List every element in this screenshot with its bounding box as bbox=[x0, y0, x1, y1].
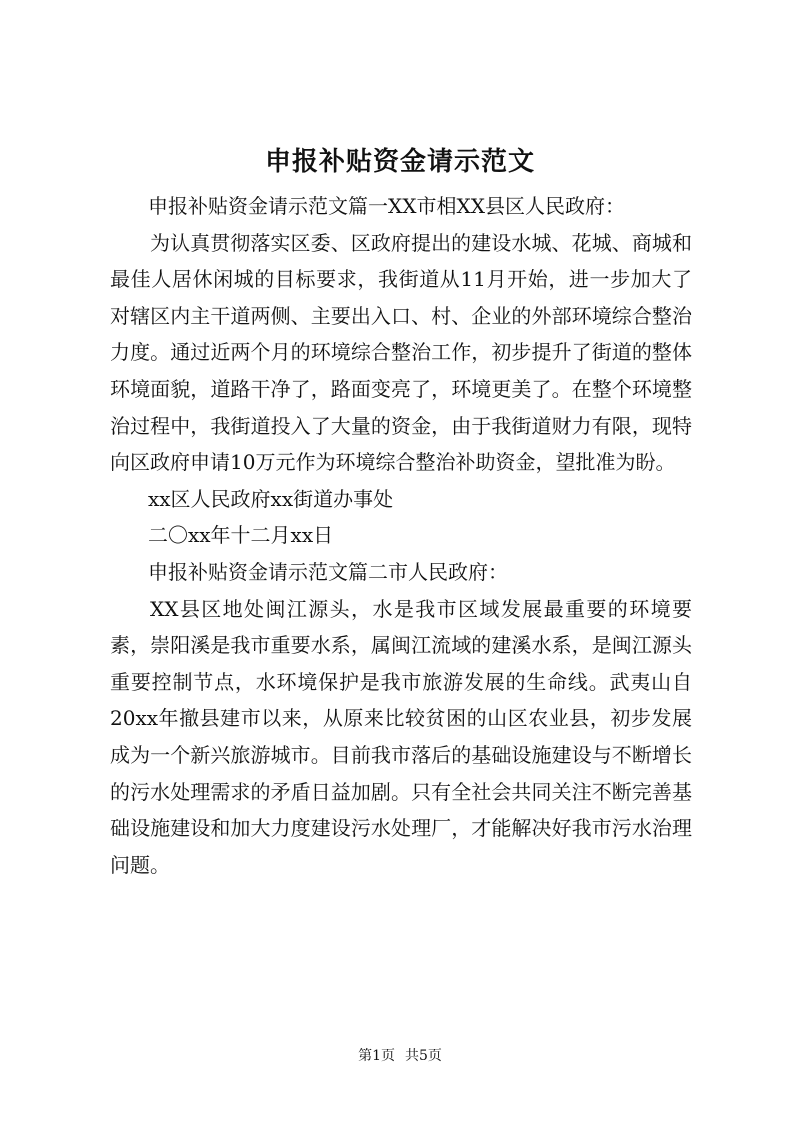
paragraph-water-environment: XX县区地处闽江源头，水是我市区域发展最重要的环境要素，崇阳溪是我市重要水系，属闽江流域的建溪水系，是闽江源头重要控制节点，水环境保护是我市旅游发展的生命线。武夷山自20xx年撤县建市以来，从原来比较贫困的山区农业县，初步发展成为一个新兴旅游城市。目前我市落后的基础设施建设与不断增长的污水处理需求的矛盾日益加剧。只有全社会共同关注不断完善基础设施建设和加大力度建设污水处理厂，才能解决好我市污水治理问题。 bbox=[110, 596, 692, 877]
document-body bbox=[110, 188, 692, 883]
page-title: 申报补贴资金请示范文 bbox=[264, 147, 535, 177]
page-total: 共5页 bbox=[405, 1048, 442, 1064]
page-number: 第1页 bbox=[358, 1048, 395, 1064]
paragraph-greeting-two: 申报补贴资金请示范文篇二市人民政府： bbox=[148, 559, 508, 584]
signature-date: 二〇xx年十二月xx日 bbox=[148, 523, 334, 548]
paragraph-greeting-one: 申报补贴资金请示范文篇一XX市相XX县区人民政府： bbox=[148, 194, 625, 218]
signature-office: xx区人民政府xx街道办事处 bbox=[148, 486, 394, 511]
paragraph-request-body: 为认真贯彻落实区委、区政府提出的建设水城、花城、商城和最佳人居休闲城的目标要求，我街道从11月开始，进一步加大了对辖区内主干道两侧、主要出入口、村、企业的外部环境综合整治力度。通过近两个月的环境综合整治工作，初步提升了街道的整体环境面貌，道路干净了，路面变亮了，环境更美了。在整个环境整治过程中，我街道投入了大量的资金，由于我街道财力有限，现特向区政府申请10万元作为环境综合整治补助资金，望批准为盼。 bbox=[110, 230, 692, 475]
page-footer bbox=[0, 1046, 800, 1066]
